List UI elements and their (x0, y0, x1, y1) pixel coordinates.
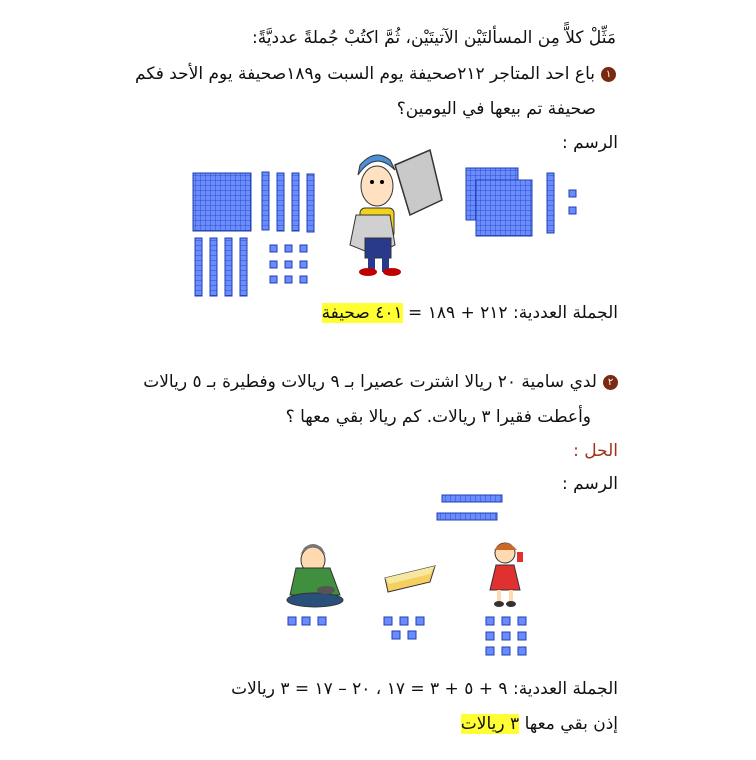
problem2-badge: ٢ (603, 375, 618, 390)
ten-rods-lower (195, 238, 247, 296)
beggar-illustration (287, 544, 343, 607)
problem1-sentence-expr: ٢١٢ + ١٨٩ = (408, 303, 508, 323)
instruction-text: مَثِّلْ كلاًّ مِن المسألتَيْن الآتيتَيْن، ثُمَّ اكتُبْ جُملةً عدديَّةً: (251, 28, 616, 48)
ten-rods-20 (437, 495, 502, 520)
ten-rods-upper (262, 172, 314, 232)
unit-cubes-5 (384, 617, 424, 639)
problem2-answer: ٣ ريالات (460, 714, 520, 734)
problem2-sentence-label: الجملة العددية: (512, 679, 618, 699)
problem1-drawing-label: الرسم : (562, 133, 618, 153)
problem1-badge: ١ (601, 67, 616, 82)
base-ten-blocks-189 (193, 172, 314, 296)
base-ten-blocks-212 (466, 168, 576, 236)
problem2-line2: وأعطت فقيرا ٣ ريالات. كم ريالا بقي معها ؟ (285, 407, 591, 427)
problem1-line2: صحيفة تم بيعها في اليومين؟ (396, 99, 596, 119)
problem2-sentence-expr: ٩ + ٥ + ٣ = ١٧ ، ٢٠ – ١٧ = ٣ ريالات (231, 679, 508, 699)
unit-cubes-9 (270, 245, 307, 283)
boy-with-newspaper-illustration (350, 150, 442, 276)
problem2-conclusion-label: إذن بقي معها (524, 714, 618, 734)
problem1-sentence-label: الجملة العددية: (512, 303, 618, 323)
unit-cubes-9-juice (486, 617, 526, 655)
problem2-solution-label: الحل : (573, 441, 618, 461)
problem1-text1: باع احد المتاجر ٢١٢صحيفة يوم السبت و١٨٩صحيفة يوم الأحد فكم (135, 64, 595, 84)
girl-illustration (490, 543, 523, 607)
pie-slice-illustration (385, 564, 435, 592)
problem2-text1: لدي سامية ٢٠ ريالا اشترت عصيرا بـ ٩ ريالات وفطيرة بـ ٥ ريالات (143, 372, 597, 392)
problem1-answer: ٤٠١ صحيفة (321, 303, 403, 323)
problem2-drawing-label: الرسم : (562, 474, 618, 494)
unit-cubes-3 (288, 617, 326, 625)
